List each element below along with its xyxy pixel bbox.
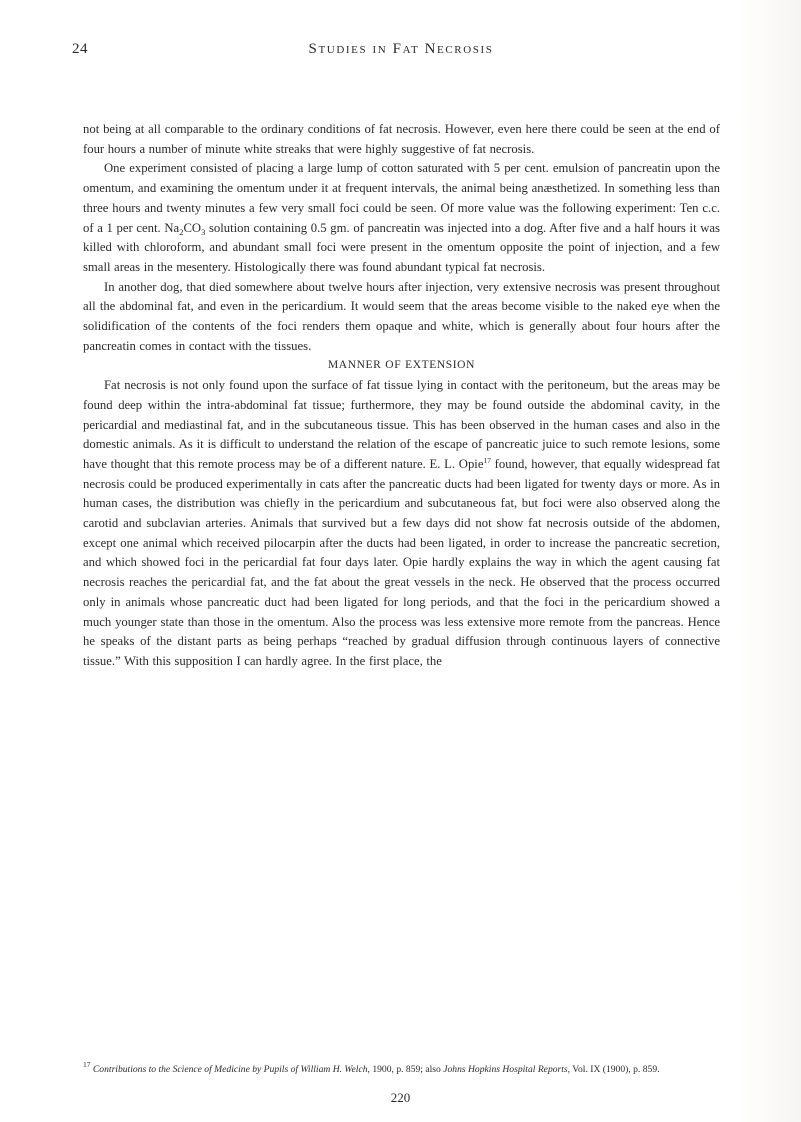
page-header <box>72 41 730 63</box>
section-heading: MANNER OF EXTENSION <box>327 359 475 372</box>
paragraph: In another dog, that died somewhere about twelve hours after injection, very extensive necrosis was present throughout all the abdominal fat, and even in the pericardium. It would seem that the areas become visible to the naked eye when the solidification of the contents of the foci renders them opaque and white, which is generally about four hours after the pancreatin comes in contact with the tissues. <box>83 279 720 353</box>
footnote-journal: Johns Hopkins Hospital Reports <box>443 1064 568 1075</box>
page-number: 24 <box>72 41 88 57</box>
footnote-title: Contributions to the Science of Medicine by Pupils of William H. Welch <box>92 1064 368 1075</box>
chemical-formula: $Na_2CO_3$ <box>164 220 206 237</box>
footnote-reference[interactable]: 17 <box>483 455 491 465</box>
footnote-marker: 17 <box>83 1060 91 1069</box>
body-text <box>83 120 720 672</box>
paragraph: not being at all comparable to the ordinary conditions of fat necrosis. However, even here there could be seen at the end of four hours a number of minute white streaks that were highly suggestive of fat necrosis. <box>83 122 720 156</box>
folio-number: 220 <box>390 1090 411 1105</box>
footnote: $^{17}$ Contributions to the Science of Medicine by Pupils of William H. Welch, 1900, p. 859; also Johns Hopkins Hospital Reports, Vol. IX (1900), p. 859. <box>83 1060 660 1075</box>
paragraph: Fat necrosis is not only found upon the surface of fat tissue lying in contact with the peritoneum, but the areas may be found deep within the intra-abdominal fat tissue; furthermore, they may be found outside the abdominal cavity, in the pericardial and mediastinal fat, and in the subcutaneous tissue. This has been observed in the human cases and also in the domestic animals. As it is difficult to understand the relation of the escape of pancreatic juice to such remote lesions, some have thought that this remote process may be of a different nature. E. L. Opie$^{17}$ found, however, that equally widespread fat necrosis could be produced experimentally in cats after the pancreatic ducts had been ligated for twenty days or more. As in human cases, the distribution was chiefly in the pericardium and subcutaneous fat, but foci were also observed along the carotid and subclavian arteries. Animals that survived but a few days did not show fat necrosis outside of the abdomen, except one animal which received pilocarpin after the ducts had been ligated, in order to increase the pancreatic secretion, and which showed foci in the pericardial fat four days later. Opie hardly explains the way in which the agent causing fat necrosis reaches the pericardial fat, and the fat about the great vessels in the neck. He observed that the process occurred only in animals whose pancreatic duct had been ligated for long periods, and that the foci in the pericardium showed a much younger state than those in the omentum. Also the process was less extensive more remote from the pancreas. Hence he speaks of the distant parts as being perhaps “reached by gradual diffusion through continuous layers of connective tissue.” With this supposition I can hardly agree. In the first place, the <box>83 378 720 668</box>
running-head: Studies in Fat Necrosis <box>308 41 494 57</box>
paragraph: One experiment consisted of placing a large lump of cotton saturated with 5 per cent. emulsion of pancreatin upon the omentum, and examining the omentum under it at frequent intervals, the animal being anæsthetized. In something less than three hours and twenty minutes a few very small foci could be seen. Of more value was the following experiment: Ten c.c. of a 1 per cent. $Na_2CO_3$ solution containing 0.5 gm. of pancreatin was injected into a dog. After five and a half hours it was killed with chloroform, and abundant small foci were present in the omentum opposite the point of injection, and a few small areas in the mesentery. Histologically there was found abundant typical fat necrosis. <box>83 161 720 274</box>
